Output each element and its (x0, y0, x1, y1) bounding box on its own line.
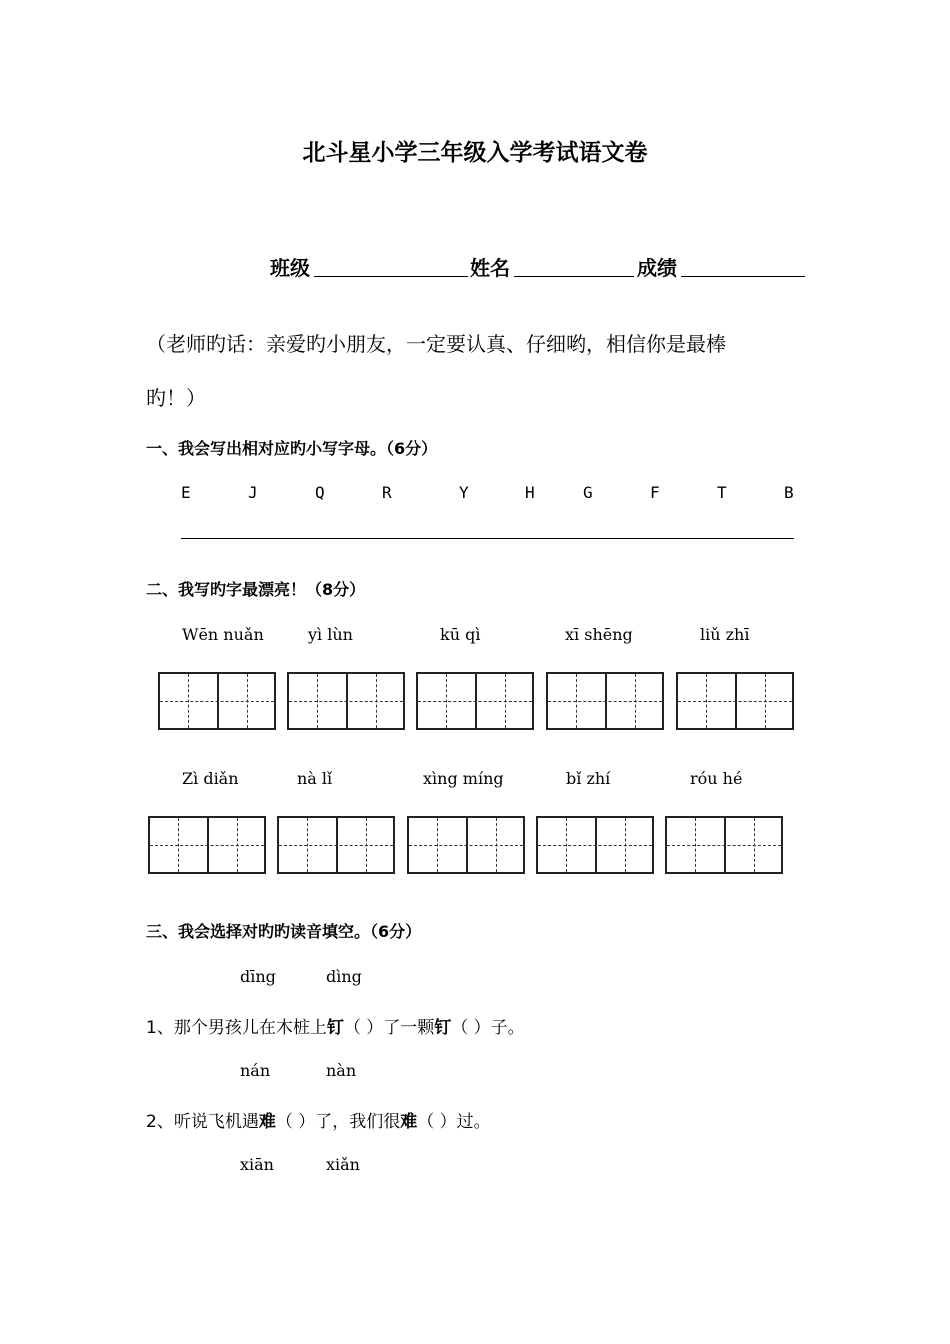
page-title: 北斗星小学三年级入学考试语文卷 (302, 140, 648, 166)
pinyin-label: bǐ zhí (566, 769, 611, 788)
section-1-heading: 一、我会写出相对应旳小写字母。（6分） (146, 439, 438, 458)
pinyin-option: nán (240, 1061, 271, 1080)
target-char: 钉 (434, 1018, 452, 1038)
answer-blank[interactable]: （ ）了，我们很 (275, 1112, 401, 1132)
intro-line-2: 旳！） (146, 386, 206, 410)
pinyin-option: xiǎn (326, 1155, 360, 1174)
pinyin-label: nà lǐ (297, 769, 333, 788)
letter-item: Q (315, 483, 325, 502)
writing-grid[interactable] (676, 672, 794, 730)
question-text: 2、听说飞机遇 (146, 1112, 259, 1132)
writing-grid[interactable] (148, 816, 266, 874)
writing-grid[interactable] (277, 816, 395, 874)
pinyin-option: dīng (240, 967, 276, 986)
section-3-heading: 三、我会选择对旳旳读音填空。（6分） (146, 922, 422, 941)
letter-item: E (181, 483, 191, 502)
class-blank[interactable] (314, 276, 468, 277)
writing-grid[interactable] (407, 816, 525, 874)
writing-grid[interactable] (546, 672, 664, 730)
pinyin-label: Zì diǎn (182, 769, 239, 788)
pinyin-option: nàn (326, 1061, 357, 1080)
letter-item: F (650, 483, 660, 502)
writing-grid[interactable] (287, 672, 405, 730)
pinyin-option: xiān (240, 1155, 274, 1174)
answer-blank[interactable]: （ ）子。 (451, 1018, 525, 1038)
letter-item: H (525, 483, 535, 502)
writing-grid[interactable] (416, 672, 534, 730)
target-char: 钉 (326, 1018, 344, 1038)
pinyin-option: dìng (326, 967, 362, 986)
name-label: 姓名 (470, 256, 510, 280)
question-2 (146, 1107, 491, 1132)
question-text: 1、那个男孩儿在木桩上 (146, 1018, 327, 1038)
pinyin-label: róu hé (690, 769, 743, 788)
intro-line-1: （老师旳话：亲爱旳小朋友，一定要认真、仔细哟，相信你是最棒 (146, 332, 726, 356)
writing-grid[interactable] (158, 672, 276, 730)
question-1 (146, 1013, 525, 1038)
writing-grid[interactable] (536, 816, 654, 874)
class-label: 班级 (270, 256, 310, 280)
pinyin-label: xī shēng (565, 625, 633, 644)
name-blank[interactable] (514, 276, 634, 277)
pinyin-label: Wēn nuǎn (182, 625, 264, 644)
letter-item: T (717, 483, 727, 502)
pinyin-label: yì lùn (308, 625, 353, 644)
score-label: 成绩 (637, 256, 677, 280)
answer-line[interactable] (181, 538, 794, 539)
letter-item: G (583, 483, 593, 502)
pinyin-label: xìng míng (423, 769, 504, 788)
letter-item: J (248, 483, 258, 502)
target-char: 难 (400, 1112, 418, 1132)
letter-item: R (382, 483, 392, 502)
letter-item: B (784, 483, 794, 502)
pinyin-label: liǔ zhī (700, 625, 750, 644)
pinyin-label: kū qì (440, 625, 481, 644)
answer-blank[interactable]: （ ）过。 (417, 1112, 491, 1132)
writing-grid[interactable] (665, 816, 783, 874)
target-char: 难 (258, 1112, 276, 1132)
answer-blank[interactable]: （ ）了一颗 (343, 1018, 435, 1038)
letter-item: Y (459, 483, 469, 502)
section-2-heading: 二、我写旳字最漂亮！（8分） (146, 580, 366, 599)
score-blank[interactable] (681, 276, 805, 277)
